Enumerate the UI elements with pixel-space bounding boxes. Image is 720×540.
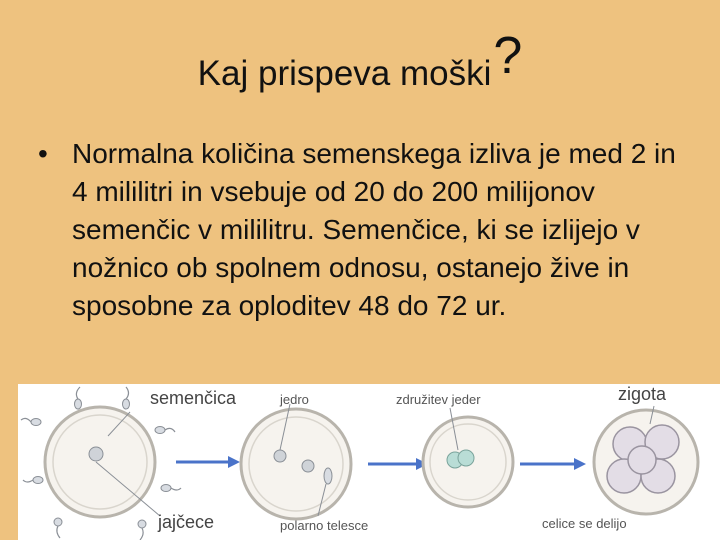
arrow-3-icon	[520, 458, 586, 470]
arrow-1-icon	[176, 456, 240, 468]
fertilization-diagram	[18, 384, 720, 540]
label-polar-body: polarno telesce	[280, 518, 369, 533]
label-egg: jajčece	[158, 512, 215, 532]
egg-merged-nuclei	[423, 408, 513, 507]
egg-fertilized	[241, 404, 351, 519]
egg-with-sperm	[21, 387, 181, 540]
title-question-mark: ?	[493, 27, 523, 85]
bullet-icon: •	[38, 138, 48, 169]
label-cells-dividing: celice se delijo	[542, 516, 627, 531]
arrow-2-icon	[368, 458, 428, 470]
slide-title	[0, 27, 720, 98]
zygote-dividing	[594, 406, 698, 514]
label-sperm: semenčica	[150, 388, 237, 408]
bullet-text: Normalna količina semenskega izliva je med 2 in 4 mililitri in vsebuje od 20 do 200 milijonov semenčic v mililitru. Semenčice, ki se izlijejo v nožnico ob spolnem odnosu, ostanejo žive in sposobne za oploditev 48 do 72 ur.	[72, 138, 676, 321]
label-zygote: zigota	[618, 384, 667, 404]
title-text: Kaj prispeva moški	[197, 54, 492, 93]
label-merged-nuclei: združitev jeder	[396, 392, 481, 407]
label-nucleus: jedro	[280, 392, 309, 407]
